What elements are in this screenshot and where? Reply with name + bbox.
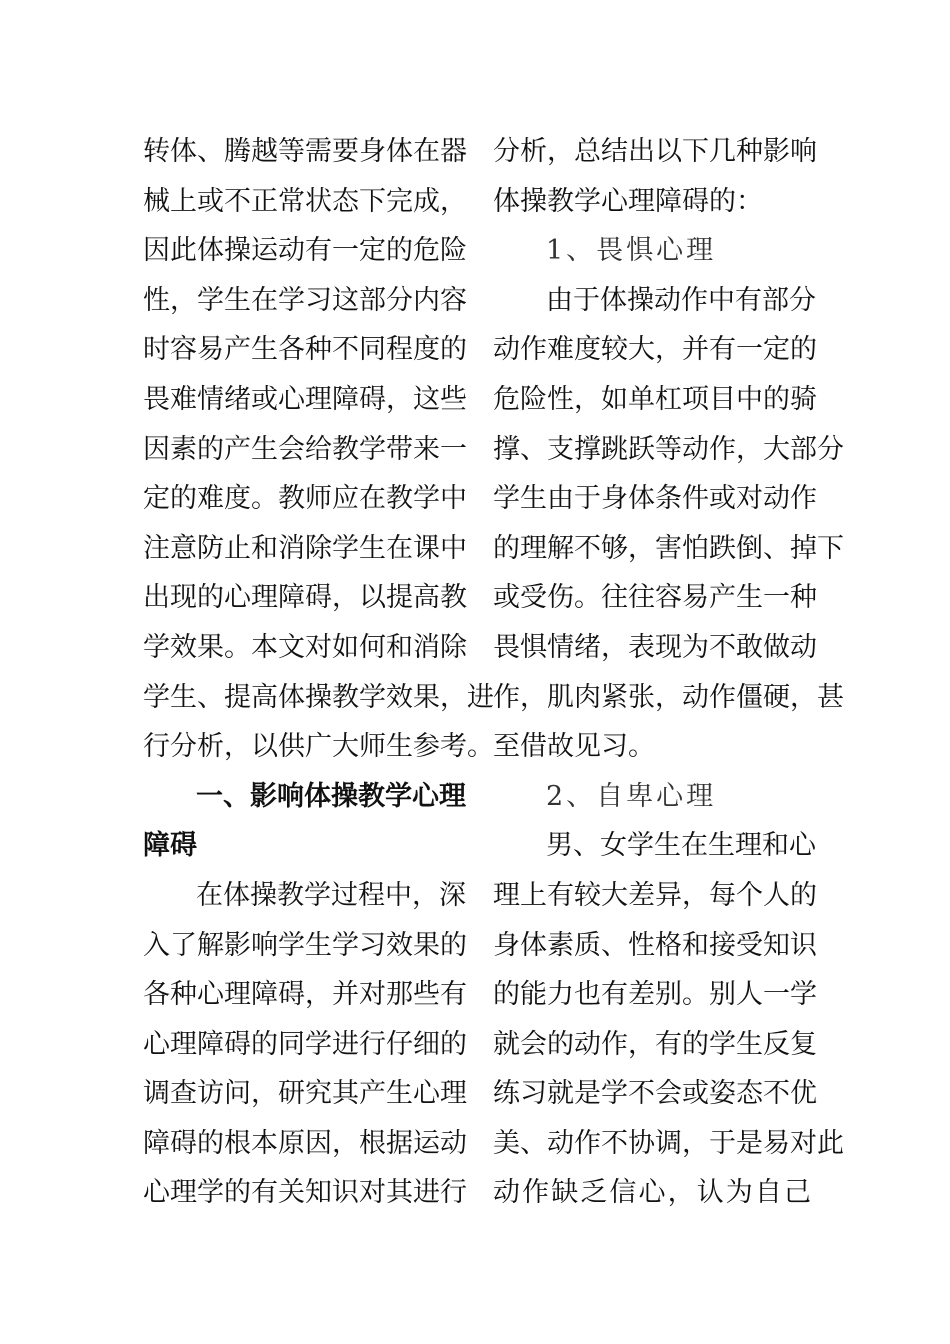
body-text-line: 男、女学生在生理和心 [546, 830, 816, 862]
body-text-line: 障碍的根本原因，根据运动 [143, 1127, 467, 1159]
body-text-line: 在体操教学过程中，深 [196, 879, 466, 911]
body-text-line: 动作缺乏信心，认为自己 [493, 1177, 811, 1209]
left-column [143, 127, 494, 1218]
body-text-line: 因此体操运动有一定的危险 [143, 235, 467, 267]
body-text-line: 定的难度。教师应在教学中 [143, 483, 467, 515]
body-text-line: 撑、支撑跳跃等动作，大部分 [493, 433, 844, 465]
body-text-line: 就会的动作，有的学生反复 [493, 1028, 817, 1060]
subsection-title: 1、畏惧心理 [546, 235, 717, 267]
body-text-line: 理上有较大差异，每个人的 [493, 879, 817, 911]
body-text-line: 械上或不正常状态下完成， [143, 185, 467, 217]
body-text-line: 心理障碍的同学进行仔细的 [143, 1028, 467, 1060]
body-text-line: 美、动作不协调，于是易对此 [493, 1127, 844, 1159]
body-text-line: 或受伤。往往容易产生一种 [493, 582, 817, 614]
body-text-line: 体操教学心理障碍的： [493, 185, 763, 217]
right-column [493, 127, 844, 1218]
body-text-line: 注意防止和消除学生在课中 [143, 532, 467, 564]
body-text-line: 身体素质、性格和接受知识 [493, 929, 817, 961]
body-text-line: 因素的产生会给教学带来一 [143, 433, 467, 465]
body-text-line: 行分析，以供广大师生参考。 [143, 731, 494, 763]
body-text-line: 出现的心理障碍，以提高教 [143, 582, 467, 614]
body-text-line: 动作难度较大，并有一定的 [493, 334, 817, 366]
body-text-line: 畏惧情绪，表现为不敢做动 [493, 631, 817, 663]
body-text-line: 各种心理障碍，并对那些有 [143, 979, 467, 1011]
body-text-line: 调查访问，研究其产生心理 [143, 1078, 467, 1110]
body-text-line: 转体、腾越等需要身体在器 [143, 136, 467, 167]
subsection-title: 2、自卑心理 [546, 780, 717, 812]
body-text-line: 学生由于身体条件或对动作 [493, 483, 817, 515]
body-text-line: 分析，总结出以下几种影响 [493, 136, 817, 167]
body-text-line: 时容易产生各种不同程度的 [143, 334, 467, 366]
body-text-line: 由于体操动作中有部分 [546, 284, 816, 316]
body-text-line: 入了解影响学生学习效果的 [143, 929, 467, 961]
body-text-line: 学效果。本文对如何和消除 [143, 631, 467, 663]
body-text-line: 学生、提高体操教学效果，进 [143, 681, 494, 713]
body-text-line: 性，学生在学习这部分内容 [143, 284, 467, 316]
body-text-line: 的理解不够，害怕跌倒、掉下 [493, 532, 844, 564]
body-text-line: 作，肌肉紧张，动作僵硬，甚 [493, 681, 844, 713]
body-text-line: 畏难情绪或心理障碍，这些 [143, 383, 467, 415]
body-text-line: 的能力也有差别。别人一学 [493, 979, 817, 1011]
body-text-line: 危险性，如单杠项目中的骑 [493, 383, 817, 415]
body-text-line: 心理学的有关知识对其进行 [143, 1177, 467, 1209]
body-text-line: 练习就是学不会或姿态不优 [493, 1078, 817, 1110]
body-text-line: 至借故见习。 [493, 731, 655, 763]
section-heading: 一、影响体操教学心理 [196, 780, 466, 812]
section-heading-continued: 障碍 [143, 830, 197, 862]
